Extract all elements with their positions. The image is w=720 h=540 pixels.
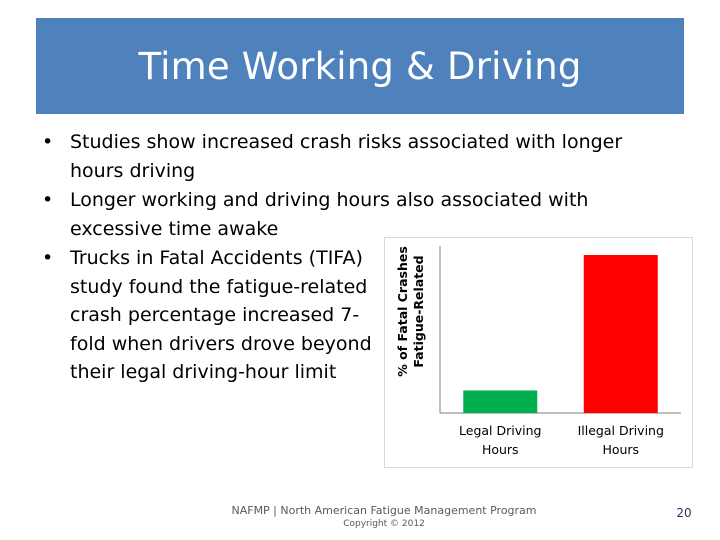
x-tick-label: Illegal Driving [577, 423, 664, 438]
y-axis-label: Fatigue-Related [411, 255, 426, 368]
bullet-dot-icon: • [42, 247, 54, 269]
bar-1 [463, 390, 537, 413]
x-tick-label: Hours [602, 442, 640, 457]
bullet-item [40, 244, 380, 387]
y-axis-label: % of Fatal Crashes [395, 246, 410, 377]
bullet-text: Trucks in Fatal Accidents (TIFA) study found the fatigue-related crash percentage increased 7-fold when drivers drove beyond their legal driving-hour limit [70, 247, 372, 383]
bullet-dot-icon: • [42, 131, 54, 153]
footer-text: NAFMP | North American Fatigue Management Program [231, 504, 537, 517]
bullet-text: Longer working and driving hours also associated with excessive time awake [70, 189, 589, 240]
bullet-item [40, 186, 640, 243]
chart-box [384, 237, 693, 468]
footer-copyright: Copyright © 2012 [343, 519, 425, 529]
x-tick-label: Legal Driving [459, 423, 542, 438]
bar-chart [385, 238, 692, 467]
title-bar [36, 18, 684, 114]
bar-2 [584, 255, 658, 413]
bullet-item [40, 128, 640, 185]
x-tick-label: Hours [481, 442, 519, 457]
slide-title: Time Working & Driving [138, 44, 582, 88]
bullet-text: Studies show increased crash risks associated with longer hours driving [70, 131, 623, 182]
page-number: 20 [676, 506, 692, 520]
bullet-dot-icon: • [42, 189, 54, 211]
